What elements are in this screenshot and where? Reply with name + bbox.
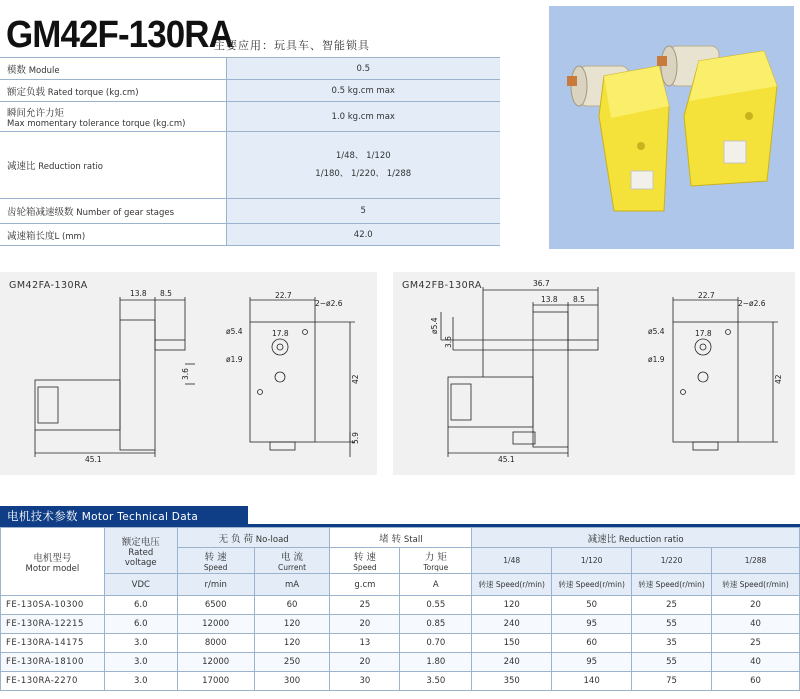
gear-motor-illustration <box>549 6 794 249</box>
dim-label: 3.6 <box>181 368 190 380</box>
dim-label: 42 <box>351 374 360 384</box>
dim-label: ø5.4 <box>226 327 243 336</box>
spec-label: 模数 Module <box>0 58 226 80</box>
dim-label: 17.8 <box>272 329 289 338</box>
header-ratio: 减速比 Reduction ratio <box>472 528 800 548</box>
spec-row <box>0 102 500 132</box>
unit-current: mA <box>254 574 330 596</box>
spec-value: 1.0 kg.cm max <box>226 102 500 132</box>
dim-label: 13.8 <box>130 289 147 298</box>
page-title: GM42F-130RA <box>6 14 233 56</box>
drawing-gm42fa-svg <box>0 272 377 475</box>
spec-label: 瞬间允许力矩 Max momentary tolerance torque (kg.cm) <box>0 102 226 132</box>
motor-data-heading: 电机技术参数 Motor Technical Data <box>0 506 248 525</box>
dim-label: 45.1 <box>498 455 515 464</box>
table-row: FE-130RA-2270 3.0 17000 300 30 3.50 350 140 75 60 <box>1 672 800 691</box>
header-ratio-1: 1/48 <box>472 548 552 574</box>
drawing-gm42fa <box>0 272 377 475</box>
spec-label: 减速比 Reduction ratio <box>0 132 226 199</box>
unit-speed: r/min <box>177 574 254 596</box>
spec-label: 额定负载 Rated torque (kg.cm) <box>0 80 226 102</box>
spec-row <box>0 58 500 80</box>
drawing-gm42fb <box>393 272 795 475</box>
dim-label: 17.8 <box>695 329 712 338</box>
table-row: FE-130RA-12215 6.0 12000 120 20 0.85 240 95 55 40 <box>1 615 800 634</box>
spec-row <box>0 80 500 102</box>
unit-ratio-speed: 转速 Speed(r/min) <box>632 574 712 596</box>
ratio-line-2: 1/180、 1/220、 1/288 <box>315 169 412 179</box>
header-model: 电机型号 Motor model <box>1 528 105 596</box>
table-row: FE-130RA-18100 3.0 12000 250 20 1.80 240 95 55 40 <box>1 653 800 672</box>
spec-row <box>0 132 500 199</box>
spec-row <box>0 199 500 224</box>
dim-label: 2−ø2.6 <box>315 299 343 308</box>
header-ratio-4: 1/288 <box>712 548 800 574</box>
header-stall-speed: 转 速 Speed <box>330 548 400 574</box>
dim-label: ø1.9 <box>648 355 665 364</box>
spec-value: 5 <box>226 199 500 224</box>
header-voltage: 额定电压 Rated voltage <box>104 528 177 574</box>
dim-label: 8.5 <box>573 295 585 304</box>
spec-row <box>0 224 500 246</box>
drawing-gm42fb-svg <box>393 272 795 475</box>
dim-label: 3.6 <box>444 336 453 348</box>
unit-ratio-speed: 转速 Speed(r/min) <box>712 574 800 596</box>
spec-label: 齿轮箱减速级数 Number of gear stages <box>0 199 226 224</box>
header-ratio-3: 1/220 <box>632 548 712 574</box>
header-ratio-2: 1/120 <box>552 548 632 574</box>
header-stall: 堵 转 Stall <box>330 528 472 548</box>
header-current: 电 流 Current <box>254 548 330 574</box>
gear-motor-left <box>567 66 669 211</box>
dim-label: 45.1 <box>85 455 102 464</box>
spec-table <box>0 57 500 246</box>
dim-label: 5.9 <box>351 432 360 444</box>
table-row: FE-130RA-14175 3.0 8000 120 13 0.70 150 60 35 25 <box>1 634 800 653</box>
dim-label: 42 <box>774 374 783 384</box>
header-speed: 转 速 Speed <box>177 548 254 574</box>
spec-value: 42.0 <box>226 224 500 246</box>
dim-label: 22.7 <box>275 291 292 300</box>
dim-label: 36.7 <box>533 279 550 288</box>
unit-ratio-speed: 转速 Speed(r/min) <box>472 574 552 596</box>
drawing-title: GM42FB-130RA <box>402 280 482 291</box>
drawing-title: GM42FA-130RA <box>9 280 88 291</box>
dim-label: ø5.4 <box>648 327 665 336</box>
ratio-line-1: 1/48、 1/120 <box>335 151 391 161</box>
motor-data-table <box>0 527 800 691</box>
unit-torque: g.cm <box>330 574 400 596</box>
spec-label: 减速箱长度L (mm) <box>0 224 226 246</box>
unit-ratio-speed: 转速 Speed(r/min) <box>552 574 632 596</box>
dim-label: 2−ø2.6 <box>738 299 766 308</box>
spec-value <box>226 132 500 199</box>
unit-stall-current: A <box>400 574 472 596</box>
dim-label: ø5.4 <box>430 317 439 334</box>
product-photo <box>549 6 794 249</box>
header-noload: 无 负 荷 No-load <box>177 528 330 548</box>
motor-data-body <box>1 596 800 691</box>
table-row: FE-130SA-10300 6.0 6500 60 25 0.55 120 50 25 20 <box>1 596 800 615</box>
dim-label: 8.5 <box>160 289 172 298</box>
page-subtitle: 主要应用：玩具车、智能锁具 <box>214 39 370 52</box>
spec-value: 0.5 <box>226 58 500 80</box>
spec-value: 0.5 kg.cm max <box>226 80 500 102</box>
dim-label: ø1.9 <box>226 355 243 364</box>
gear-motor-right <box>657 46 777 186</box>
header-torque: 力 矩 Torque <box>400 548 472 574</box>
unit-voltage: VDC <box>104 574 177 596</box>
dim-label: 13.8 <box>541 295 558 304</box>
dim-label: 22.7 <box>698 291 715 300</box>
